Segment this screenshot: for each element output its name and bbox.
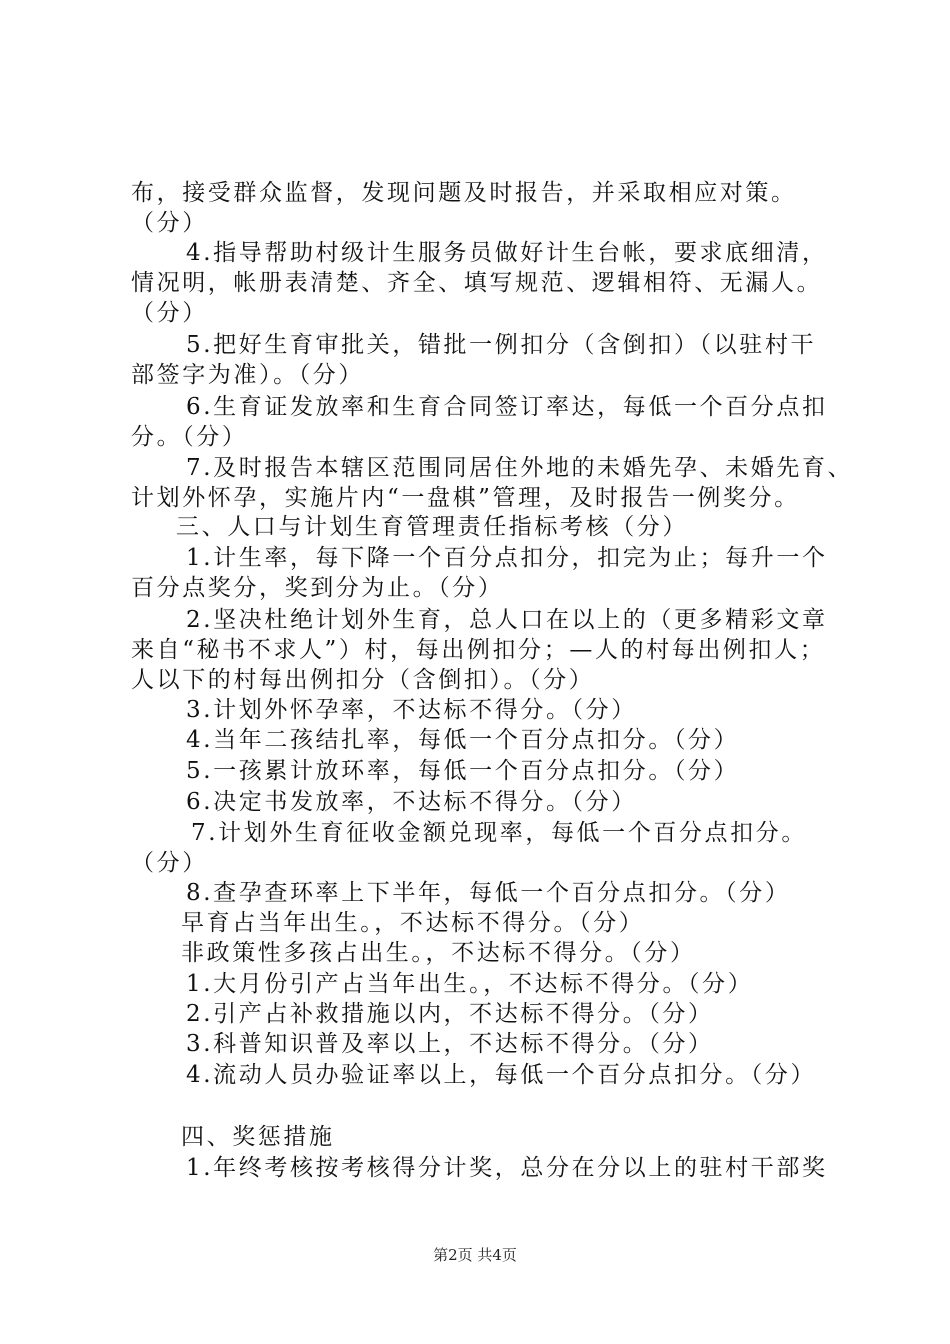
text-line: （分） (131, 850, 208, 876)
text-line: 7.计划外生育征收金额兑现率，每低一个百分点扣分。 (191, 820, 807, 846)
text-line: 人以下的村每出例扣分（含倒扣）。（分） (131, 667, 595, 693)
page-number-footer: 第2页 共4页 (433, 1246, 517, 1264)
text-line: 5.一孩累计放环率，每低一个百分点扣分。（分） (186, 758, 740, 784)
text-line: 5.把好生育审批关，错批一例扣分（含倒扣）（以驻村干 (186, 332, 817, 358)
text-line: 1.大月份引产占当年出生。，不达标不得分。（分） (186, 971, 754, 997)
text-line: 1.年终考核按考核得分计奖，总分在分以上的驻村干部奖 (186, 1155, 828, 1181)
text-line: 1.计生率，每下降一个百分点扣分，扣完为止；每升一个 (186, 545, 828, 571)
text-line: 7.及时报告本辖区范围同居住外地的未婚先孕、未婚先育、 (186, 455, 854, 481)
text-line: 6.生育证发放率和生育合同签订率达，每低一个百分点扣 (186, 394, 828, 420)
text-line: （分） (131, 300, 208, 326)
text-line: （分） (131, 210, 208, 236)
text-line: 3.计划外怀孕率，不达标不得分。（分） (186, 697, 637, 723)
text-line: 百分点奖分，奖到分为止。（分） (131, 575, 504, 601)
section-heading: 三、人口与计划生育管理责任指标考核（分） (176, 514, 688, 540)
text-line: 早育占当年出生。，不达标不得分。（分） (181, 910, 645, 936)
text-line: 非政策性多孩占出生。，不达标不得分。（分） (181, 940, 696, 966)
text-line: 3.科普知识普及率以上，不达标不得分。（分） (186, 1031, 714, 1057)
text-line: 4.流动人员办验证率以上，每低一个百分点扣分。（分） (186, 1062, 817, 1088)
text-line: 来自“秘书不求人”）村，每出例扣分；—人的村每出例扣人； (131, 637, 826, 663)
text-line: 2.引产占补救措施以内，不达标不得分。（分） (186, 1001, 714, 1027)
text-line: 部签字为准）。（分） (131, 362, 364, 388)
text-line: 2.坚决杜绝计划外生育，总人口在以上的（更多精彩文章 (186, 607, 828, 633)
section-heading: 四、奖惩措施 (181, 1124, 335, 1150)
text-line: 计划外怀孕，实施片内“一盘棋”管理，及时报告一例奖分。 (131, 485, 800, 511)
text-line: 8.查孕查环率上下半年，每低一个百分点扣分。（分） (186, 880, 791, 906)
text-line: 布，接受群众监督，发现问题及时报告，并采取相应对策。 (131, 180, 797, 206)
text-line: 4.指导帮助村级计生服务员做好计生台帐，要求底细清， (186, 240, 828, 266)
text-line: 分。（分） (131, 424, 248, 450)
text-line: 4.当年二孩结扎率，每低一个百分点扣分。（分） (186, 727, 740, 753)
text-line: 情况明，帐册表清楚、齐全、填写规范、逻辑相符、无漏人。 (131, 270, 823, 296)
text-line: 6.决定书发放率，不达标不得分。（分） (186, 789, 637, 815)
